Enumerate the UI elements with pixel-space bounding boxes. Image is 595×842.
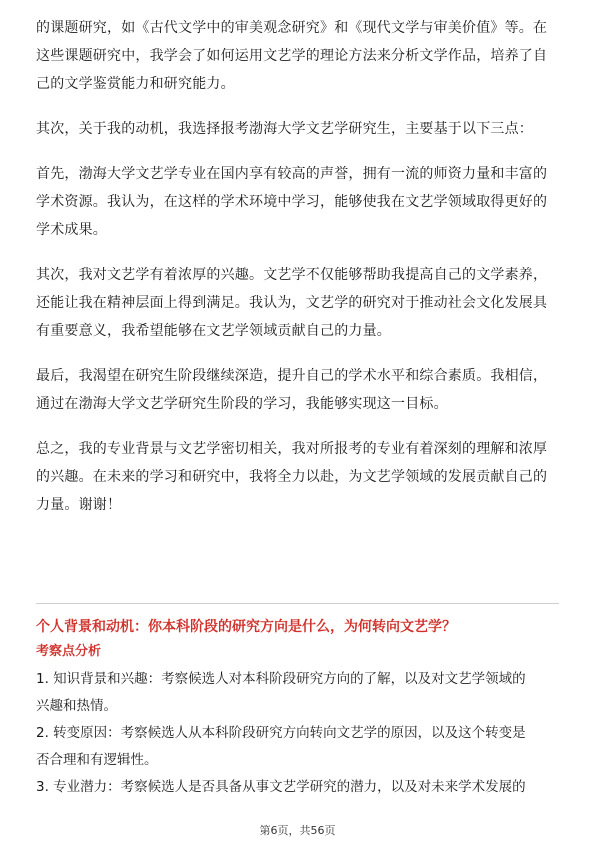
- text-line: 学术成果。: [36, 222, 107, 238]
- body-text: [36, 14, 559, 519]
- text-line: 还能让我在精神层面上得到满足。我认为，文艺学的研究对于推动社会文化发展具: [36, 295, 548, 311]
- paragraph-4: [36, 261, 559, 345]
- text-line: 学术资源。我认为，在这样的学术环境中学习，能够使我在文艺学领域取得更好的: [36, 194, 548, 210]
- text-line: 最后，我渴望在研究生阶段继续深造，提升自己的学术水平和综合素质。我相信，: [36, 368, 548, 384]
- text-line: 总之，我的专业背景与文艺学密切相关，我对所报考的专业有着深刻的理解和浓厚: [36, 441, 548, 457]
- text-line: 力量。谢谢！: [36, 497, 122, 513]
- text-line: 3. 专业潜力：考察候选人是否具备从事文艺学研究的潜力，以及对未来学术发展的: [36, 779, 526, 795]
- text-line: 其次，我对文艺学有着浓厚的兴趣。文艺学不仅能够帮助我提高自己的文学素养，: [36, 267, 548, 283]
- text-line: 首先，渤海大学文艺学专业在国内享有较高的声誉，拥有一流的师资力量和丰富的: [36, 166, 548, 182]
- paragraph-1: [36, 14, 559, 98]
- text-line: 的兴趣。在未来的学习和研究中，我将全力以赴，为文艺学领域的发展贡献自己的: [36, 469, 548, 485]
- paragraph-2: [36, 115, 559, 143]
- text-line: 2. 转变原因：考察候选人从本科阶段研究方向转向文艺学的原因，以及这个转变是: [36, 725, 526, 741]
- text-line: 1. 知识背景和兴趣：考察候选人对本科阶段研究方向的了解，以及对文艺学领域的: [36, 671, 526, 687]
- paragraph-6: [36, 435, 559, 519]
- question-section: [36, 614, 559, 801]
- question-title: 个人背景和动机：你本科阶段的研究方向是什么，为何转向文艺学？: [36, 619, 456, 635]
- text-line: 通过在渤海大学文艺学研究生阶段的学习，我能够实现这一目标。: [36, 396, 448, 412]
- text-line: 的课题研究，如《古代文学中的审美观念研究》和《现代文学与审美价值》等。在: [36, 20, 548, 36]
- paragraph-3: [36, 160, 559, 244]
- text-line: 其次，关于我的动机，我选择报考渤海大学文艺学研究生，主要基于以下三点：: [36, 121, 533, 137]
- text-line: 这些课题研究中，我学会了如何运用文艺学的理论方法来分析文学作品，培养了自: [36, 48, 548, 64]
- text-line: 兴趣和热情。: [36, 698, 117, 714]
- text-line: 有重要意义，我希望能够在文艺学领域贡献自己的力量。: [36, 323, 391, 339]
- list-item: [36, 666, 559, 720]
- page-number: 第6页，共56页: [259, 824, 336, 837]
- paragraph-5: [36, 362, 559, 418]
- text-line: 己的文学鉴赏能力和研究能力。: [36, 76, 235, 92]
- list-item: [36, 720, 559, 774]
- text-line: 否合理和有逻辑性。: [36, 752, 158, 768]
- analysis-heading: 考察点分析: [36, 644, 102, 659]
- list-item: [36, 774, 559, 801]
- section-divider: [36, 603, 559, 604]
